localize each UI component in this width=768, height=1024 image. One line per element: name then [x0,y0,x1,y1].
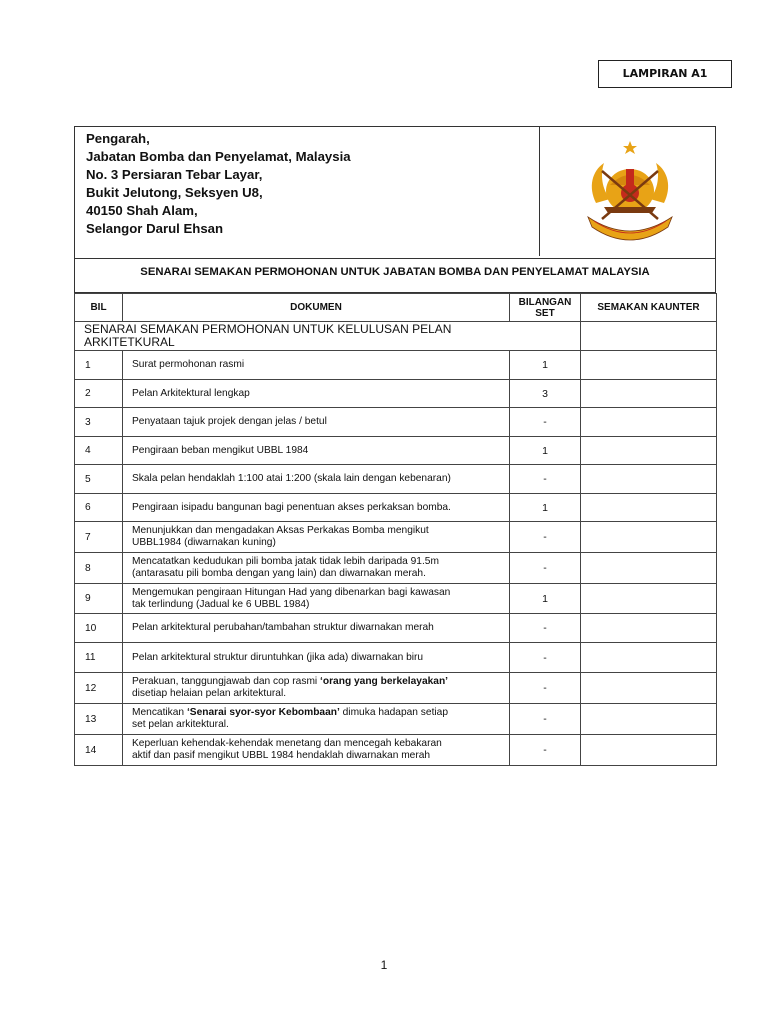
table-row [75,522,717,553]
semakan-cell[interactable] [581,553,717,584]
address-line: Selangor Darul Ehsan [86,221,224,236]
address-line: Pengarah, [86,131,150,146]
semakan-cell[interactable] [581,643,717,673]
list-title: SENARAI SEMAKAN PERMOHONAN UNTUK JABATAN BOMBA DAN PENYELAMAT MALAYSIA [74,259,716,293]
address-block [86,130,351,238]
semakan-cell[interactable] [581,437,717,465]
document-cell: Perakuan, tanggungjawab dan cop rasmi ‘orang yang berkelayakan’ disetiap helaian pelan arkitektural. [123,673,510,704]
semakan-cell[interactable] [581,522,717,553]
table-row [75,553,717,584]
bilangan-set-cell: - [510,673,581,704]
bil-cell: 8 [75,553,123,584]
bil-cell: 5 [75,465,123,494]
bilangan-set-cell: - [510,553,581,584]
document-cell: Pengiraan beban mengikut UBBL 1984 [123,437,510,465]
semakan-cell[interactable] [581,380,717,408]
bil-cell: 11 [75,643,123,673]
bilangan-set-cell: - [510,735,581,766]
address-line: Jabatan Bomba dan Penyelamat, Malaysia [86,149,351,164]
table-row [75,380,717,408]
semakan-cell[interactable] [581,673,717,704]
table-row [75,437,717,465]
bilangan-set-cell: - [510,522,581,553]
bilangan-set-cell: 1 [510,584,581,614]
document-cell: Mencatatkan kedudukan pili bomba jatak tidak lebih daripada 91.5m (antarasatu pili bomba dengan yang lain) dan diwarnakan merah. [123,553,510,584]
table-row [75,465,717,494]
document-cell: Mengemukan pengiraan Hitungan Had yang dibenarkan bagi kawasan tak terlindung (Jadual ke 6 UBBL 1984) [123,584,510,614]
document-cell: Pengiraan isipadu bangunan bagi penentuan akses perkaksan bomba. [123,494,510,522]
bilangan-set-cell: - [510,704,581,735]
semakan-cell[interactable] [581,704,717,735]
bil-cell: 10 [75,614,123,643]
document-cell: Surat permohonan rasmi [123,351,510,380]
semakan-cell[interactable] [581,351,717,380]
bilangan-set-cell: - [510,408,581,437]
table-row [75,584,717,614]
semakan-cell[interactable] [581,494,717,522]
bil-cell: 14 [75,735,123,766]
bilangan-set-cell: - [510,614,581,643]
table-row [75,735,717,766]
column-header-bilangan: BILANGAN SET [510,294,581,322]
section-row [75,322,717,351]
document-cell: Mencatikan ‘Senarai syor-syor Kebombaan’ dimuka hadapan setiap set pelan arkitektural. [123,704,510,735]
address-line: No. 3 Persiaran Tebar Layar, [86,167,263,182]
document-cell: Pelan arkitektural struktur diruntuhkan (jika ada) diwarnakan biru [123,643,510,673]
semakan-cell[interactable] [581,614,717,643]
column-header-semakan: SEMAKAN KAUNTER [581,294,717,322]
semakan-cell [581,322,717,351]
semakan-cell[interactable] [581,408,717,437]
page-number: 1 [380,958,388,972]
header-box [74,126,716,259]
bil-cell: 6 [75,494,123,522]
address-line: 40150 Shah Alam, [86,203,198,218]
table-header-row [75,294,717,322]
bil-cell: 3 [75,408,123,437]
semakan-cell[interactable] [581,465,717,494]
table-row [75,408,717,437]
document-cell: Penyataan tajuk projek dengan jelas / betul [123,408,510,437]
document-cell: Pelan Arkitektural lengkap [123,380,510,408]
section-heading: SENARAI SEMAKAN PERMOHONAN UNTUK KELULUSAN PELAN ARKITETKURAL [75,322,581,351]
semakan-cell[interactable] [581,735,717,766]
lampiran-label: LAMPIRAN A1 [598,60,732,88]
bil-cell: 2 [75,380,123,408]
table-row [75,704,717,735]
column-header-bil: BIL [75,294,123,322]
table-row [75,673,717,704]
semakan-cell[interactable] [581,584,717,614]
address-line: Bukit Jelutong, Seksyen U8, [86,185,263,200]
bomba-crest-icon [582,141,678,245]
bilangan-set-cell: 1 [510,437,581,465]
document-cell: Pelan arkitektural perubahan/tambahan struktur diwarnakan merah [123,614,510,643]
logo-cell [539,127,718,256]
bilangan-set-cell: 3 [510,380,581,408]
table-row [75,643,717,673]
bil-cell: 7 [75,522,123,553]
checklist-table [74,293,717,766]
bilangan-set-cell: - [510,465,581,494]
bil-cell: 13 [75,704,123,735]
checklist-form [74,126,716,766]
document-cell: Menunjukkan dan mengadakan Aksas Perkakas Bomba mengikut UBBL1984 (diwarnakan kuning) [123,522,510,553]
column-header-dokumen: DOKUMEN [123,294,510,322]
bilangan-set-cell: 1 [510,351,581,380]
bilangan-set-cell: - [510,643,581,673]
table-row [75,351,717,380]
bil-cell: 9 [75,584,123,614]
document-cell: Keperluan kehendak-kehendak menetang dan mencegah kebakaran aktif dan pasif mengikut UBBL 1984 hendaklah diwarnakan merah [123,735,510,766]
table-row [75,614,717,643]
bilangan-set-cell: 1 [510,494,581,522]
table-row [75,494,717,522]
bil-cell: 12 [75,673,123,704]
bil-cell: 1 [75,351,123,380]
bil-cell: 4 [75,437,123,465]
document-cell: Skala pelan hendaklah 1:100 atai 1:200 (skala lain dengan kebenaran) [123,465,510,494]
